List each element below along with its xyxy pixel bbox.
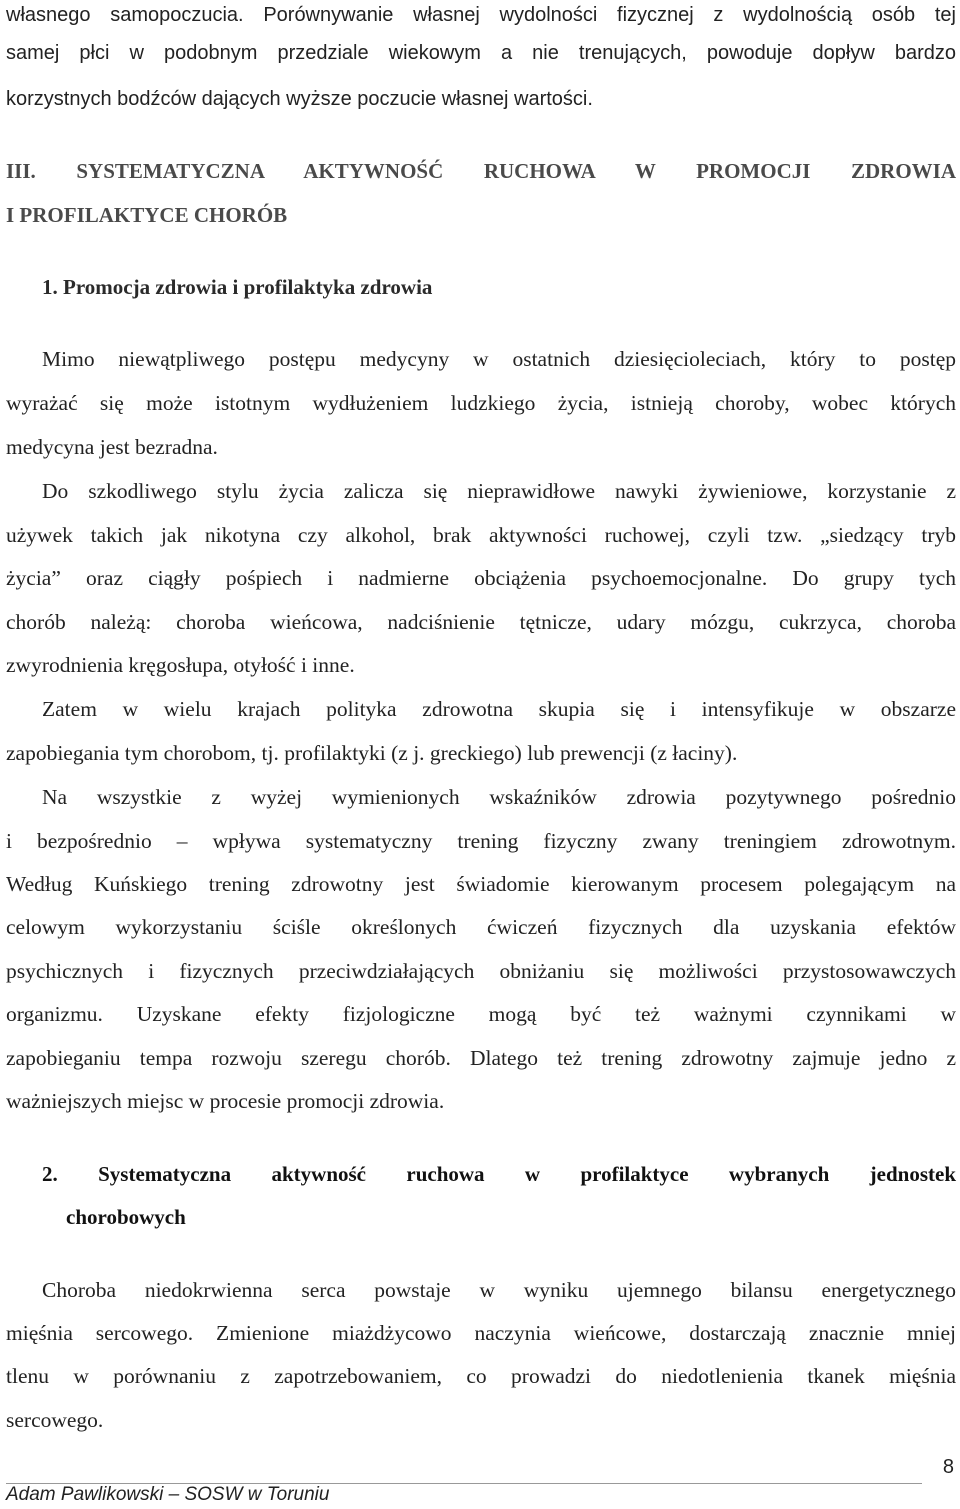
text-line: psychicznych i fizycznych przeciwdziałających obniżaniu się możliwości przystosowawczych	[6, 959, 956, 983]
text-line: życia” oraz ciągły pośpiech i nadmierne obciążenia psychoemocjonalne. Do grupy tych	[6, 566, 956, 590]
text-line: sercowego.	[6, 1408, 104, 1432]
text-line: chorób należą: choroba wieńcowa, nadciśnienie tętnicze, udary mózgu, cukrzyca, choroba	[6, 610, 956, 634]
footer-author: Adam Pawlikowski – SOSW w Toruniu	[6, 1484, 330, 1505]
text-line: Choroba niedokrwienna serca powstaje w wyniku ujemnego bilansu energetycznego	[42, 1278, 956, 1302]
text-line: Według Kuńskiego trening zdrowotny jest świadomie kierowanym procesem polegającym na	[6, 872, 956, 896]
text-line: samej płci w podobnym przedziale wiekowym a nie trenujących, powoduje dopływ bardzo	[6, 42, 956, 64]
text-line: organizmu. Uzyskane efekty fizjologiczne mogą być też ważnymi czynnikami w	[6, 1002, 956, 1026]
text-line: używek takich jak nikotyna czy alkohol, brak aktywności ruchowej, czyli tzw. „siedzący tryb	[6, 523, 956, 547]
text-line: III. SYSTEMATYCZNA AKTYWNOŚĆ RUCHOWA W PROMOCJI ZDROWIA	[6, 159, 956, 183]
text-line: ważniejszych miejsc w procesie promocji zdrowia.	[6, 1089, 445, 1113]
text-line: zwyrodnienia kręgosłupa, otyłość i inne.	[6, 653, 355, 677]
text-line: korzystnych bodźców dających wyższe poczucie własnej wartości.	[6, 88, 593, 110]
text-line: chorobowych	[66, 1205, 186, 1229]
text-line: Do szkodliwego stylu życia zalicza się nieprawidłowe nawyki żywieniowe, korzystanie z	[42, 479, 956, 503]
text-line: I PROFILAKTYCE CHORÓB	[6, 203, 288, 227]
text-line: celowym wykorzystaniu ściśle określonych ćwiczeń fizycznych dla uzyskania efektów	[6, 915, 956, 939]
text-line: tlenu w porównaniu z zapotrzebowaniem, co prowadzi do niedotlenienia tkanek mięśnia	[6, 1364, 956, 1388]
text-line: mięśnia sercowego. Zmienione miażdżycowo naczynia wieńcowe, dostarczają znacznie mniej	[6, 1321, 956, 1345]
text-line: Na wszystkie z wyżej wymienionych wskaźników zdrowia pozytywnego pośrednio	[42, 785, 956, 809]
text-line: własnego samopoczucia. Porównywanie własnej wydolności fizycznej z wydolnością osób tej	[6, 4, 956, 26]
text-line: medycyna jest bezradna.	[6, 435, 218, 459]
text-line: 2. Systematyczna aktywność ruchowa w profilaktyce wybranych jednostek	[42, 1162, 956, 1186]
text-line: zapobiegania tym chorobom, tj. profilaktyki (z j. greckiego) lub prewencji (z łaciny).	[6, 741, 738, 765]
text-line: i bezpośrednio – wpływa systematyczny trening fizyczny zwany treningiem zdrowotnym.	[6, 829, 956, 853]
text-line: zapobieganiu tempa rozwoju szeregu chorób. Dlatego też trening zdrowotny zajmuje jedno z	[6, 1046, 956, 1070]
text-line: Zatem w wielu krajach polityka zdrowotna skupia się i intensyfikuje w obszarze	[42, 697, 956, 721]
text-line: 1. Promocja zdrowia i profilaktyka zdrowia	[42, 275, 433, 299]
text-line: wyrażać się może istotnym wydłużeniem ludzkiego życia, istnieją choroby, wobec których	[6, 391, 956, 415]
text-line: Mimo niewątpliwego postępu medycyny w ostatnich dziesięcioleciach, który to postęp	[42, 347, 956, 371]
page-number: 8	[942, 1456, 954, 1478]
